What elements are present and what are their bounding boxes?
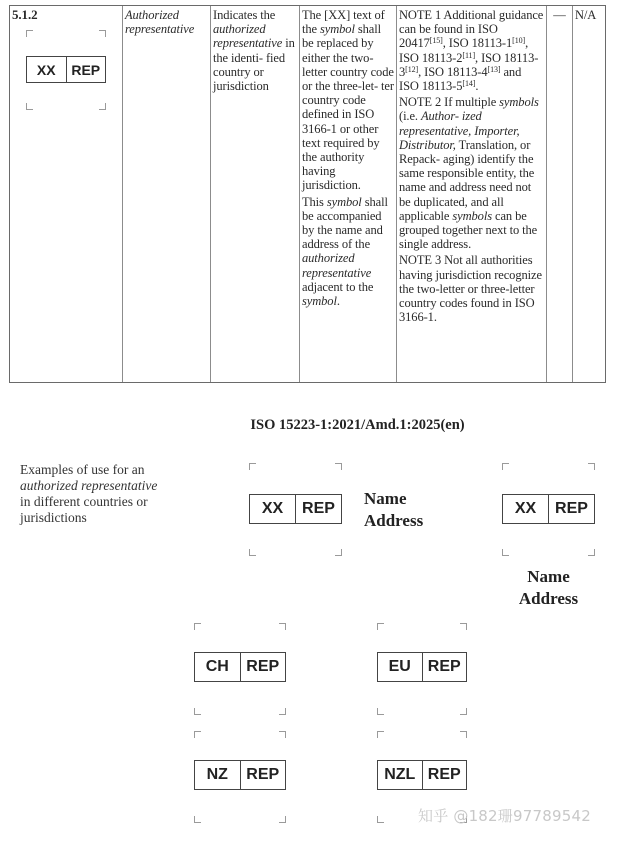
example-symbol-nz <box>194 731 286 823</box>
authorized-representative-symbol <box>26 30 106 110</box>
country-code: NZ <box>195 761 241 789</box>
example-symbol-ch <box>194 623 286 715</box>
name-address-block-below <box>502 566 595 610</box>
column-na <box>573 6 606 382</box>
crop-mark-bottom-left <box>26 103 33 110</box>
crop-mark-bottom-right <box>279 816 286 823</box>
watermark-text: 知乎 @182珊97789542 <box>418 807 591 825</box>
crop-mark-bottom-left <box>194 708 201 715</box>
rep-label: REP <box>71 61 101 78</box>
column-description <box>211 6 300 382</box>
column-title <box>123 6 211 382</box>
crop-mark-top-right <box>460 731 467 738</box>
rep-symbol-box <box>502 494 595 524</box>
crop-mark-bottom-right <box>460 708 467 715</box>
note-1: NOTE 1 Additional guidance can be found in ISO 20417[15], ISO 18113-1[10], ISO 18113-2[11], ISO 18113-3[12], ISO 18113-4[13] and ISO 18113-5[14]. <box>399 8 544 94</box>
example-symbol-eu <box>377 623 467 715</box>
examples-label: Examples of use for an authorized representative in different countries or jurisdictions <box>20 462 158 525</box>
crop-mark-top-left <box>377 623 384 630</box>
crop-mark-top-left <box>26 30 33 37</box>
name-text: Name <box>527 567 570 586</box>
crop-mark-bottom-left <box>194 816 201 823</box>
crop-mark-top-left <box>502 463 509 470</box>
country-code: CH <box>195 653 241 681</box>
dash-value: — <box>553 8 566 22</box>
crop-mark-bottom-left <box>377 816 384 823</box>
rep-symbol-box <box>377 652 467 682</box>
na-value: N/A <box>575 8 597 22</box>
crop-mark-bottom-left <box>502 549 509 556</box>
crop-mark-top-left <box>377 731 384 738</box>
rep-label: REP <box>246 658 280 675</box>
requirement-paragraph-1: The [XX] text of the symbol shall be replaced by either the two-letter country code or the three-let- ter country code defined in ISO 3166-1 or other text required by the authority having jurisdiction. <box>302 8 394 193</box>
column-notes <box>397 6 547 382</box>
note-3: NOTE 3 Not all authorities having jurisdiction recognize the two-letter or three-letter country codes found in ISO 3166-1. <box>399 253 542 325</box>
crop-mark-bottom-left <box>377 708 384 715</box>
crop-mark-top-right <box>279 731 286 738</box>
country-code: XX <box>503 495 549 523</box>
rep-symbol-box <box>26 56 106 83</box>
rep-symbol-box <box>249 494 342 524</box>
requirement-paragraph-2: This symbol shall be accompanied by the name and address of the authorized representative adjacent to the symbol. <box>302 194 388 309</box>
crop-mark-bottom-right <box>99 103 106 110</box>
crop-mark-top-right <box>335 463 342 470</box>
symbol-notes <box>399 8 544 324</box>
rep-symbol-box <box>194 652 286 682</box>
symbol-description: Indicates the authorized representative in the identi- fied country or jurisdiction <box>213 8 295 94</box>
country-code: EU <box>378 653 423 681</box>
rep-label: REP <box>427 658 461 675</box>
note-2: NOTE 2 If multiple symbols (i.e. Author- ized representative, Importer, Distributor, Translation, or Repack- aging) identify the same responsible entity, the name and address need not be duplicated, and all applicable symbols can be grouped together next to the single address. <box>399 95 539 252</box>
rep-symbol-box <box>377 760 467 790</box>
symbol-table-row <box>9 5 606 383</box>
country-code: XX <box>27 57 67 82</box>
example-symbol-xx-1 <box>249 463 342 556</box>
address-text: Address <box>364 511 424 530</box>
country-code: NZL <box>378 761 423 789</box>
crop-mark-bottom-left <box>249 549 256 556</box>
country-code: XX <box>250 495 296 523</box>
crop-mark-bottom-right <box>335 549 342 556</box>
crop-mark-top-left <box>194 731 201 738</box>
column-dash <box>547 6 573 382</box>
crop-mark-top-right <box>279 623 286 630</box>
rep-label: REP <box>555 499 588 517</box>
symbol-title: Authorized representative <box>125 8 195 37</box>
crop-mark-bottom-right <box>279 708 286 715</box>
column-requirements <box>300 6 397 382</box>
symbol-requirements <box>302 8 394 308</box>
rep-label: REP <box>302 499 335 517</box>
crop-mark-top-right <box>588 463 595 470</box>
name-address-block-right <box>364 488 423 532</box>
crop-mark-top-right <box>460 623 467 630</box>
crop-mark-top-left <box>194 623 201 630</box>
example-symbol-xx-2 <box>502 463 595 556</box>
rep-symbol-box <box>194 760 286 790</box>
rep-label: REP <box>246 766 280 783</box>
document-identifier: ISO 15223-1:2021/Amd.1:2025(en) <box>250 417 465 433</box>
clause-number: 5.1.2 <box>12 7 38 22</box>
crop-mark-bottom-right <box>588 549 595 556</box>
crop-mark-top-left <box>249 463 256 470</box>
name-text: Name <box>364 489 407 508</box>
crop-mark-top-right <box>99 30 106 37</box>
rep-label: REP <box>427 766 461 783</box>
column-clause-symbol <box>10 6 123 382</box>
address-text: Address <box>518 589 579 608</box>
